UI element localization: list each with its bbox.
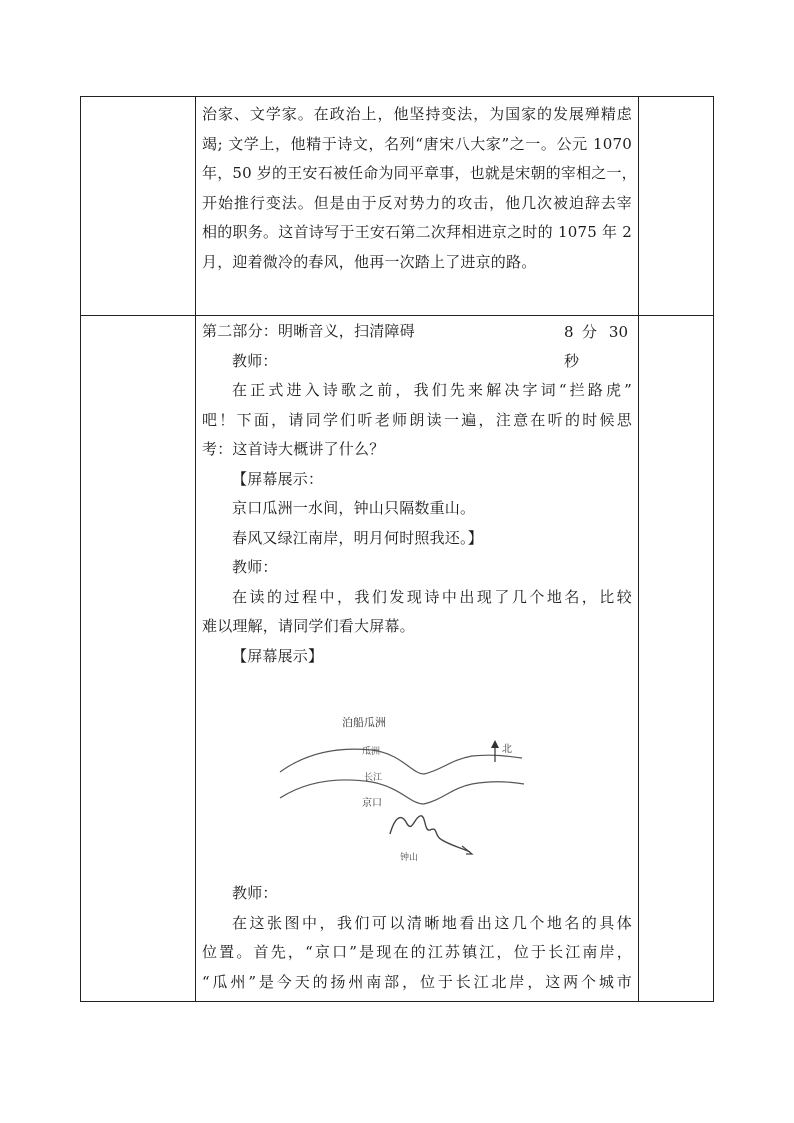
text-line: “瓜州”是今天的扬州南部，位于长江北岸，这两个城市 bbox=[202, 972, 632, 991]
speaker-label: 教师： bbox=[232, 351, 278, 370]
zhongshan-label: 钟山 bbox=[400, 852, 419, 862]
text-line: 在这张图中，我们可以清晰地看出这几个地名的具体 bbox=[232, 913, 632, 932]
poem-line: 春风又绿江南岸，明月何时照我还。】 bbox=[232, 528, 483, 547]
north-label: 北 bbox=[502, 744, 512, 755]
river-south-bank bbox=[280, 780, 524, 804]
north-arrow-head-icon bbox=[491, 740, 499, 748]
row2-content-bottom bbox=[202, 879, 632, 997]
section-title: 第二部分：明晰音义，扫清障碍 bbox=[202, 322, 415, 340]
screen-label: 【屏幕展示： bbox=[232, 469, 324, 488]
text-line: 吧！下面，请同学们听老师朗读一遍，注意在听的时候思 bbox=[202, 410, 632, 429]
text-line: 位置。首先，“京口”是现在的江苏镇江，位于长江南岸， bbox=[202, 943, 632, 961]
row1-content bbox=[202, 100, 637, 277]
time-unit: 秒 bbox=[564, 352, 580, 370]
changjiang-label: 长江 bbox=[364, 772, 383, 782]
text-line: 在读的过程中，我们发现诗中出现了几个地名，比较 bbox=[232, 587, 632, 606]
river-north-bank bbox=[280, 749, 522, 774]
screen-label: 【屏幕展示】 bbox=[232, 646, 324, 665]
speaker-label: 教师： bbox=[232, 884, 278, 902]
guazhou-label: 瓜洲 bbox=[362, 746, 381, 756]
time-value: 8 分 30 bbox=[564, 323, 628, 341]
river-map-figure bbox=[272, 712, 552, 872]
mountain-end-mark bbox=[462, 846, 472, 854]
column-divider bbox=[195, 97, 196, 1001]
text-line: 竭; 文学上，他精于诗文，名列“唐宋八大家”之一。公元 1070 bbox=[202, 134, 632, 153]
column-divider bbox=[638, 97, 639, 1001]
text-line: 相的职务。这首诗写于王安石第二次拜相进京之时的 1075 年 2 bbox=[202, 223, 632, 241]
jingkou-label: 京口 bbox=[362, 798, 382, 809]
speaker-label: 教师： bbox=[232, 558, 278, 576]
text-line: 考：这首诗大概讲了什么？ bbox=[202, 440, 385, 458]
text-line: 开始推行变法。但是由于反对势力的攻击，他几次被迫辞去宰 bbox=[202, 193, 632, 212]
text-line: 年，50 岁的王安石被任命为同平章事，也就是宋朝的宰相之一， bbox=[202, 164, 637, 182]
text-line: 难以理解，请同学们看大屏幕。 bbox=[202, 617, 415, 635]
text-line: 治家、文学家。在政治上，他坚持变法，为国家的发展殚精虑 bbox=[202, 105, 632, 123]
time-cell bbox=[564, 318, 628, 376]
zhongshan-mountain bbox=[390, 816, 470, 852]
text-line: 在正式进入诗歌之前，我们先来解决字词“拦路虎” bbox=[232, 381, 632, 399]
text-line: 月，迎着微冷的春风，他再一次踏上了进京的路。 bbox=[202, 252, 537, 271]
map-title: 泊船瓜洲 bbox=[342, 717, 386, 729]
poem-line: 京口瓜洲一水间，钟山只隔数重山。 bbox=[232, 499, 476, 517]
row-divider bbox=[81, 315, 713, 316]
